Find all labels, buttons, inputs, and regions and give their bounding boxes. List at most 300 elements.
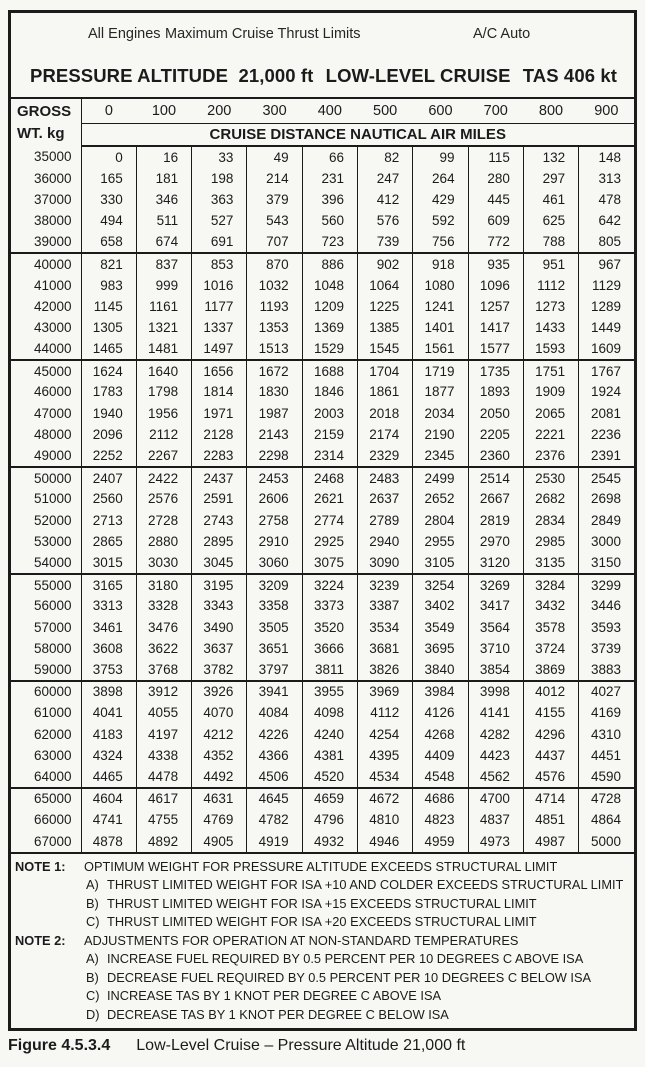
- gross-weight-cell: 60000: [11, 681, 81, 702]
- note-subitem: [11, 969, 628, 988]
- distance-cell: 478: [579, 189, 634, 210]
- table-row: [11, 638, 634, 659]
- distance-column-header: 100: [136, 99, 191, 123]
- distance-cell: 1112: [523, 274, 578, 295]
- gross-weight-cell: 58000: [33, 641, 72, 657]
- gross-weight-header: [11, 99, 81, 146]
- distance-cell: 4437: [523, 745, 578, 766]
- distance-cell: 3358: [247, 595, 302, 616]
- note-subitem-text: THRUST LIMITED WEIGHT FOR ISA +15 EXCEEDS STRUCTURAL LIMIT: [107, 895, 537, 911]
- distance-cell: 4324: [81, 745, 136, 766]
- cruise-table-body: [11, 146, 634, 852]
- gross-weight-cell: 57000: [33, 619, 72, 635]
- distance-cell: 1032: [247, 274, 302, 295]
- distance-cell: 2345: [413, 445, 468, 466]
- distance-cell: 3753: [81, 659, 136, 680]
- note-heading: [11, 858, 628, 877]
- distance-cell: 3328: [136, 595, 191, 616]
- table-row: [11, 574, 634, 595]
- distance-cell: 935: [468, 253, 523, 274]
- distance-cell: 66: [302, 146, 357, 167]
- distance-cell: 4728: [579, 788, 634, 809]
- note-subitem-text: THRUST LIMITED WEIGHT FOR ISA +20 EXCEEDS STRUCTURAL LIMIT: [107, 914, 537, 930]
- distance-cell: 1529: [302, 339, 357, 360]
- distance-cell: 4562: [468, 766, 523, 787]
- distance-cell: 967: [579, 253, 634, 274]
- gross-weight-cell: 50000: [11, 467, 81, 488]
- distance-cell: 3666: [302, 638, 357, 659]
- table-row: [11, 339, 634, 360]
- distance-cell: 4141: [468, 702, 523, 723]
- distance-cell: 3432: [523, 595, 578, 616]
- distance-cell: 4959: [413, 831, 468, 852]
- distance-cell: 3195: [192, 574, 247, 595]
- distance-column-header: 700: [468, 99, 523, 123]
- table-row: [11, 253, 634, 274]
- note-subitem: [11, 895, 628, 914]
- table-row: [11, 809, 634, 830]
- note-subitem-label: A): [86, 877, 99, 893]
- distance-cell: 4084: [247, 702, 302, 723]
- distance-cell: 2128: [192, 424, 247, 445]
- distance-column-header: 200: [192, 99, 247, 123]
- distance-cell: 3695: [413, 638, 468, 659]
- gross-weight-cell: 43000: [33, 320, 72, 336]
- distance-cell: 1767: [579, 360, 634, 381]
- gross-weight-cell: 49000: [33, 448, 72, 464]
- distance-cell: 3075: [302, 552, 357, 573]
- distance-cell: 2407: [81, 467, 136, 488]
- distance-cell: 4169: [579, 702, 634, 723]
- distance-cell: 2003: [302, 403, 357, 424]
- distance-cell: 429: [413, 189, 468, 210]
- distance-cell: 3998: [468, 681, 523, 702]
- table-row: [11, 403, 634, 424]
- distance-cell: 363: [192, 189, 247, 210]
- distance-cell: 1624: [81, 360, 136, 381]
- distance-cell: 902: [357, 253, 412, 274]
- distance-cell: 3768: [136, 659, 191, 680]
- distance-cell: 4012: [523, 681, 578, 702]
- gross-weight-cell: 46000: [33, 384, 72, 400]
- distance-cell: 1048: [302, 274, 357, 295]
- distance-cell: 3826: [357, 659, 412, 680]
- distance-cell: 3969: [357, 681, 412, 702]
- distance-column-header: 800: [523, 99, 578, 123]
- distance-cell: 1814: [192, 381, 247, 402]
- distance-cell: 2422: [136, 467, 191, 488]
- distance-cell: 313: [579, 167, 634, 188]
- distance-cell: 2637: [357, 488, 412, 509]
- table-row: [11, 702, 634, 723]
- distance-cell: 3150: [579, 552, 634, 573]
- distance-cell: 3811: [302, 659, 357, 680]
- distance-cell: 2221: [523, 424, 578, 445]
- note-subitem-text: INCREASE TAS BY 1 KNOT PER DEGREE C ABOVE ISA: [107, 988, 442, 1004]
- distance-cell: 3854: [468, 659, 523, 680]
- distance-cell: 1783: [81, 381, 136, 402]
- note-label: NOTE 1:: [15, 858, 66, 874]
- distance-cell: 1909: [523, 381, 578, 402]
- distance-cell: 1577: [468, 339, 523, 360]
- distance-cell: 2081: [579, 403, 634, 424]
- distance-cell: 609: [468, 210, 523, 231]
- note-subitem-text: THRUST LIMITED WEIGHT FOR ISA +10 AND COLDER EXCEEDS STRUCTURAL LIMIT: [107, 877, 624, 893]
- distance-cell: 3254: [413, 574, 468, 595]
- gross-weight-cell: 41000: [33, 277, 72, 293]
- distance-cell: 16: [136, 146, 191, 167]
- distance-cell: 4381: [302, 745, 357, 766]
- note-subitem: [11, 1006, 628, 1025]
- table-row: [11, 210, 634, 231]
- distance-cell: 2329: [357, 445, 412, 466]
- distance-cell: 4240: [302, 724, 357, 745]
- distance-cell: 4226: [247, 724, 302, 745]
- distance-cell: 3135: [523, 552, 578, 573]
- distance-cell: 1080: [413, 274, 468, 295]
- note-subitem: [11, 987, 628, 1006]
- distance-cell: 165: [81, 167, 136, 188]
- note-subitem-label: B): [86, 895, 99, 911]
- distance-cell: 2834: [523, 510, 578, 531]
- distance-cell: 2514: [468, 467, 523, 488]
- distance-cell: 280: [468, 167, 523, 188]
- distance-cell: 2865: [81, 531, 136, 552]
- distance-cell: 1956: [136, 403, 191, 424]
- distance-cell: 1545: [357, 339, 412, 360]
- span-header-row: [11, 123, 634, 146]
- distance-cell: 2652: [413, 488, 468, 509]
- distance-cell: 2376: [523, 445, 578, 466]
- distance-cell: 1593: [523, 339, 578, 360]
- note-subitem-text: DECREASE TAS BY 1 KNOT PER DEGREE C BELOW ISA: [107, 1006, 449, 1022]
- distance-cell: 3045: [192, 552, 247, 573]
- table-row: [11, 381, 634, 402]
- distance-cell: 3984: [413, 681, 468, 702]
- distance-cell: 1465: [81, 339, 136, 360]
- distance-cell: 4714: [523, 788, 578, 809]
- gross-weight-cell: 35000: [33, 149, 72, 165]
- distance-cell: 3869: [523, 659, 578, 680]
- gross-weight-cell: 51000: [33, 491, 72, 507]
- table-row: [11, 146, 634, 167]
- distance-cell: 3593: [579, 617, 634, 638]
- distance-cell: 3165: [81, 574, 136, 595]
- distance-cell: 2774: [302, 510, 357, 531]
- distance-cell: 4755: [136, 809, 191, 830]
- distance-cell: 3926: [192, 681, 247, 702]
- distance-cell: 3461: [81, 617, 136, 638]
- distance-cell: 1640: [136, 360, 191, 381]
- distance-cell: 1798: [136, 381, 191, 402]
- distance-cell: 4465: [81, 766, 136, 787]
- distance-cell: 4352: [192, 745, 247, 766]
- table-row: [11, 467, 634, 488]
- distance-cell: 2159: [302, 424, 357, 445]
- distance-cell: 4395: [357, 745, 412, 766]
- distance-cell: 1096: [468, 274, 523, 295]
- distance-cell: 3402: [413, 595, 468, 616]
- distance-cell: 2391: [579, 445, 634, 466]
- distance-cell: 1305: [81, 317, 136, 338]
- gross-weight-cell: 54000: [33, 555, 72, 571]
- distance-cell: 4254: [357, 724, 412, 745]
- distance-cell: 1861: [357, 381, 412, 402]
- distance-cell: 853: [192, 253, 247, 274]
- distance-cell: 1481: [136, 339, 191, 360]
- distance-cell: 4041: [81, 702, 136, 723]
- distance-cell: 2314: [302, 445, 357, 466]
- distance-cell: 2143: [247, 424, 302, 445]
- table-row: [11, 766, 634, 787]
- distance-cell: 1209: [302, 296, 357, 317]
- distance-cell: 3941: [247, 681, 302, 702]
- distance-cell: 2667: [468, 488, 523, 509]
- gross-weight-cell: 61000: [33, 705, 72, 721]
- gross-weight-cell: 48000: [33, 427, 72, 443]
- distance-cell: 2895: [192, 531, 247, 552]
- distance-cell: 2034: [413, 403, 468, 424]
- distance-cell: 4112: [357, 702, 412, 723]
- distance-cell: 49: [247, 146, 302, 167]
- distance-column-header: 900: [579, 99, 634, 123]
- cruise-table-frame: [8, 10, 637, 1031]
- gross-weight-cell: 40000: [11, 253, 81, 274]
- distance-cell: 1385: [357, 317, 412, 338]
- distance-cell: 592: [413, 210, 468, 231]
- distance-cell: 4409: [413, 745, 468, 766]
- distance-cell: 1877: [413, 381, 468, 402]
- distance-cell: 115: [468, 146, 523, 167]
- figure-caption: [8, 1037, 637, 1055]
- distance-cell: 3343: [192, 595, 247, 616]
- distance-cell: 1145: [81, 296, 136, 317]
- distance-cell: 3417: [468, 595, 523, 616]
- distance-cell: 3797: [247, 659, 302, 680]
- gross-weight-header-line1: GROSS: [17, 102, 72, 120]
- distance-cell: 918: [413, 253, 468, 274]
- distance-cell: 3180: [136, 574, 191, 595]
- distance-cell: 756: [413, 232, 468, 253]
- distance-cell: 3030: [136, 552, 191, 573]
- distance-cell: 346: [136, 189, 191, 210]
- distance-cell: 4604: [81, 788, 136, 809]
- table-row: [11, 681, 634, 702]
- distance-cell: 674: [136, 232, 191, 253]
- distance-cell: 870: [247, 253, 302, 274]
- table-header: [11, 99, 634, 146]
- distance-cell: 2267: [136, 445, 191, 466]
- distance-cell: 2925: [302, 531, 357, 552]
- distance-units-header: CRUISE DISTANCE NAUTICAL AIR MILES: [81, 123, 634, 146]
- condition-engines: All Engines: [88, 26, 161, 42]
- distance-cell: 4027: [579, 681, 634, 702]
- gross-weight-cell: 55000: [11, 574, 81, 595]
- distance-cell: 2621: [302, 488, 357, 509]
- note-subitem-label: D): [86, 1006, 100, 1022]
- table-row: [11, 274, 634, 295]
- table-title-row: [11, 55, 634, 99]
- distance-cell: 4919: [247, 831, 302, 852]
- distance-cell: 2758: [247, 510, 302, 531]
- distance-cell: 2065: [523, 403, 578, 424]
- distance-cell: 3120: [468, 552, 523, 573]
- gross-weight-cell: 59000: [33, 662, 72, 678]
- distance-cell: 2236: [579, 424, 634, 445]
- distance-cell: 4268: [413, 724, 468, 745]
- table-row: [11, 595, 634, 616]
- distance-cell: 2252: [81, 445, 136, 466]
- note-text: ADJUSTMENTS FOR OPERATION AT NON-STANDARD TEMPERATURES: [84, 932, 519, 948]
- distance-cell: 1064: [357, 274, 412, 295]
- distance-cell: 1719: [413, 360, 468, 381]
- distance-cell: 445: [468, 189, 523, 210]
- table-row: [11, 831, 634, 852]
- distance-cell: 658: [81, 232, 136, 253]
- gross-weight-cell: 56000: [33, 598, 72, 614]
- distance-cell: 1257: [468, 296, 523, 317]
- distance-cell: 4098: [302, 702, 357, 723]
- distance-cell: 1401: [413, 317, 468, 338]
- table-row: [11, 724, 634, 745]
- distance-cell: 1321: [136, 317, 191, 338]
- table-row: [11, 232, 634, 253]
- distance-cell: 4932: [302, 831, 357, 852]
- distance-cell: 4823: [413, 809, 468, 830]
- distance-cell: 3578: [523, 617, 578, 638]
- distance-cell: 4810: [357, 809, 412, 830]
- distance-cell: 3446: [579, 595, 634, 616]
- note-subitem-label: C): [86, 914, 100, 930]
- distance-cell: 2018: [357, 403, 412, 424]
- note-subitem-label: B): [86, 969, 99, 985]
- distance-cell: 4851: [523, 809, 578, 830]
- distance-cell: 625: [523, 210, 578, 231]
- distance-cell: 2713: [81, 510, 136, 531]
- distance-cell: 1735: [468, 360, 523, 381]
- distance-cell: 82: [357, 146, 412, 167]
- distance-cell: 1513: [247, 339, 302, 360]
- distance-cell: 2728: [136, 510, 191, 531]
- distance-cell: 3239: [357, 574, 412, 595]
- title-cruise-type: LOW-LEVEL CRUISE: [325, 65, 511, 86]
- distance-cell: 264: [413, 167, 468, 188]
- distance-cell: 3015: [81, 552, 136, 573]
- distance-cell: 3549: [413, 617, 468, 638]
- gross-weight-cell: 63000: [33, 748, 72, 764]
- distance-cell: 33: [192, 146, 247, 167]
- distance-cell: 1672: [247, 360, 302, 381]
- table-row: [11, 488, 634, 509]
- distance-cell: 3505: [247, 617, 302, 638]
- gross-weight-cell: 67000: [33, 833, 72, 849]
- distance-cell: 2499: [413, 467, 468, 488]
- distance-cell: 2483: [357, 467, 412, 488]
- distance-cell: 2940: [357, 531, 412, 552]
- distance-cell: 4987: [523, 831, 578, 852]
- distance-cell: 2560: [81, 488, 136, 509]
- distance-cell: 4576: [523, 766, 578, 787]
- distance-cell: 2955: [413, 531, 468, 552]
- distance-cell: 723: [302, 232, 357, 253]
- table-conditions-row: [11, 13, 634, 55]
- table-row: [11, 296, 634, 317]
- figure-number: Figure 4.5.3.4: [8, 1037, 111, 1055]
- distance-cell: 4741: [81, 809, 136, 830]
- distance-cell: 2591: [192, 488, 247, 509]
- distance-cell: 2880: [136, 531, 191, 552]
- distance-cell: 543: [247, 210, 302, 231]
- distance-cell: 4282: [468, 724, 523, 745]
- distance-cell: 3883: [579, 659, 634, 680]
- distance-cell: 4590: [579, 766, 634, 787]
- distance-cell: 198: [192, 167, 247, 188]
- distance-column-header: 500: [357, 99, 412, 123]
- distance-cell: 4686: [413, 788, 468, 809]
- distance-cell: 494: [81, 210, 136, 231]
- distance-cell: 3224: [302, 574, 357, 595]
- distance-cell: 2606: [247, 488, 302, 509]
- distance-cell: 3520: [302, 617, 357, 638]
- distance-cell: 247: [357, 167, 412, 188]
- distance-cell: 3739: [579, 638, 634, 659]
- distance-cell: 99: [413, 146, 468, 167]
- table-row: [11, 317, 634, 338]
- distance-cell: 2804: [413, 510, 468, 531]
- distance-header-row: [11, 99, 634, 123]
- distance-cell: 4197: [136, 724, 191, 745]
- title-tas: TAS 406 kt: [522, 65, 617, 86]
- distance-cell: 1337: [192, 317, 247, 338]
- distance-cell: 1656: [192, 360, 247, 381]
- distance-cell: 4645: [247, 788, 302, 809]
- gross-weight-cell: 47000: [33, 405, 72, 421]
- distance-cell: 3373: [302, 595, 357, 616]
- distance-cell: 1016: [192, 274, 247, 295]
- distance-cell: 821: [81, 253, 136, 274]
- distance-cell: 3955: [302, 681, 357, 702]
- distance-cell: 461: [523, 189, 578, 210]
- distance-cell: 3105: [413, 552, 468, 573]
- distance-cell: 2112: [136, 424, 191, 445]
- distance-cell: 2576: [136, 488, 191, 509]
- distance-cell: 4864: [579, 809, 634, 830]
- distance-cell: 4506: [247, 766, 302, 787]
- distance-cell: 3000: [579, 531, 634, 552]
- distance-cell: 4659: [302, 788, 357, 809]
- distance-cell: 560: [302, 210, 357, 231]
- distance-cell: 1129: [579, 274, 634, 295]
- distance-cell: 2698: [579, 488, 634, 509]
- distance-cell: 1193: [247, 296, 302, 317]
- distance-cell: 231: [302, 167, 357, 188]
- distance-cell: 1940: [81, 403, 136, 424]
- distance-cell: 951: [523, 253, 578, 274]
- distance-cell: 330: [81, 189, 136, 210]
- distance-cell: 3209: [247, 574, 302, 595]
- distance-cell: 4973: [468, 831, 523, 852]
- title-pressure-altitude: PRESSURE ALTITUDE 21,000 ft: [30, 65, 314, 86]
- distance-cell: 1177: [192, 296, 247, 317]
- distance-cell: 4905: [192, 831, 247, 852]
- distance-cell: 3637: [192, 638, 247, 659]
- distance-cell: 1161: [136, 296, 191, 317]
- distance-cell: 1449: [579, 317, 634, 338]
- distance-cell: 1417: [468, 317, 523, 338]
- distance-cell: 4296: [523, 724, 578, 745]
- gross-weight-cell: 39000: [33, 234, 72, 250]
- distance-cell: 2910: [247, 531, 302, 552]
